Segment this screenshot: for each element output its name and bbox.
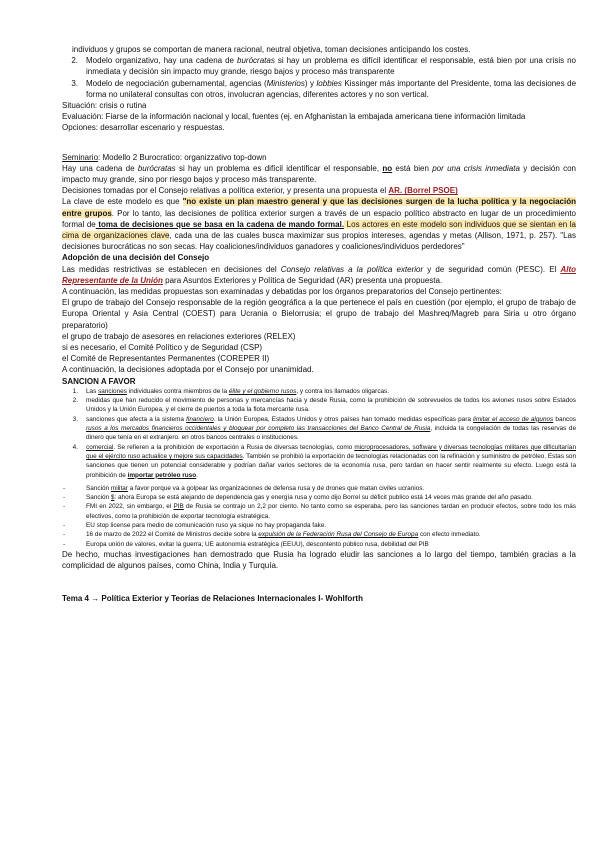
list-item: 3. sanciones que afecta a la sistema financiero. la Unión Europea, Estados Unidos y otros países han tomado medidas específicas para limitar el acceso de algunos bancos rusos a los mercados financieros occidentales y bloquear por completo las transacciones del Banco Central de Rusia, incluida la congelación de todas las reservas de dinero que tenía en el extranjero. en otros bancos centrales o instituciones. [72, 415, 576, 442]
paragraph-conclusion: De hecho, muchas investigaciones han demostrado que Rusia ha logrado eludir las sanciones a lo largo del tiempo, también gracias a la complicidad de algunos países, como China, India y Turquía. [62, 549, 576, 571]
paragraph-medidas: Las medidas restrictivas se establecen en decisiones del Consejo relativas a la política exterior y de seguridad común (PESC). El Alto Representante de la Unión para Asuntos Exteriores y Política de Seguridad (AR) presenta una propuesta. [62, 264, 576, 285]
bullet-item: - FMI en 2022, sin embargo, el PIB de Rusia se contrajo un 2,2 por ciento. No tanto como se esperaba, pero las sanciones tardan en producir efectos, sobre todo los más efectivos, como la prohibición de exportar tecnología estratégica. [63, 503, 576, 520]
adopcion-heading: Adopción de una decisión del Consejo [62, 253, 210, 263]
bullet-item: - 16 de marzo de 2022 el Comité de Ministros decide sobre la expulsión de la Federación Rusa del Consejo de Europa con efecto inmediato. [63, 531, 481, 539]
list-item: 4. comercial. Se refieren a la prohibición de exportación a Rusia de diversas tecnologías, como microprocesadores, software y diversas tecnologías militares que dificultarían que el ejército ruso actualice y mejore sus capacidades. También se prohibió la exportación de tecnologías relacionadas con la refinación y suministro de petróleo. Estas son sanciones que tienen un potencial considerable y podrían dañar varios sectores de la economía rusa, pero tardan en hacer sentir realmente su efecto. Luego está la prohibición de importar petróleo ruso. [72, 443, 576, 479]
document-page [62, 44, 576, 605]
opciones-line: Opciones: desarrollar escenario y respuestas. [62, 123, 225, 133]
paragraph-continuacion: A continuación, las medidas propuestas son examinadas y debatidas por los órganos preparatorios del Consejo pertinentes: [62, 287, 502, 297]
list-number: 2. [71, 56, 78, 66]
bullet-item: - Sanción militar a favor porque va a golpear las organizaciones de defensa rusa y de drones que matan civiles ucranios. [63, 484, 425, 492]
bullet-item: - Europa unión de valores, evitar la guerra; UE autonomía estratégica (EEUU), descontento público rusa, debilidad del PIB [63, 540, 429, 548]
seminario-section [62, 152, 576, 387]
list-item-3: 3. Modelo de negociación gubernamental, agencias (Ministerios) y lobbies Kissinger más importante del Presidente, toma las decisiones de forma no unilateral consultas con otros, involucran agencias, diferentes actores y no son vertical. [62, 78, 576, 100]
sancion-heading: SANCION A FAVOR [62, 376, 136, 386]
bullet-item: - EU stop license para medio de comunicación ruso ya sique no hay propaganda fake. [63, 522, 327, 530]
paragraph-coreper: el Comité de Representantes Permanentes (COREPER II) [62, 354, 270, 364]
list-item: 1. Las sanciones individuales contra miembros de la élite y el gobierno rusos, y contra los llamados oligarcas. [72, 387, 390, 395]
bullet-item: - Sanción $: ahora Europa se está alejando de dependencia gas y energía rusa y como dijo Borrel su déficit publico está 14 veces más grande del año pasado. [63, 494, 533, 502]
seminario-heading: Seminario: Modello 2 Burocratico: organizzativo top-down [62, 152, 267, 162]
paragraph-cadena: Hay una cadena de burócratas si hay un problema es difícil identificar el responsable, no está bien por una crisis inmediata y decisión con impacto muy grande, sino por riesgo bajos y proceso más transparente. [62, 163, 577, 185]
next-topic-heading: Tema 4 → Política Exterior y Teorías de Relaciones Internacionales I- Wohlforth [62, 594, 363, 604]
paragraph-clave: La clave de este modelo es que "no existe un plan maestro general y que las decisiones surgen de la lucha política y la negociación entre grupos. Por lo tanto, las decisiones de política exterior surgen a través de un espacio político abstracto en lugar de un procedimiento formal de toma de decisiones que se basa en la cadena de mando formal. Los actores en este modelo son individuos que se sientan en la cima de organizaciones clave, cada una de las cuales busca maximizar sus propios intereses, agendas y metas (Allison, 1971, p. 257). "Las decisiones burocráticas no son secas. Hay coaliciones/individuos ganadores y coaliciones/individuos perdedores" [62, 197, 577, 252]
paragraph-decisiones: Decisiones tomadas por el Consejo relativas a política exterior, y presenta una propuesta el AR. (Borrel PSOE) [62, 186, 458, 196]
evaluacion-line: Evaluación: Fiarse de la información nacional y local, fuentes (ej. en Afghanistan la embajada americana tiene información limitada [62, 112, 526, 122]
paragraph-csp: si es necesario, el Comité Político y de Seguridad (CSP) [62, 343, 263, 353]
paragraph-unanimidad: A continuación, la decisiones adoptada por el Consejo por unanimidad. [62, 365, 314, 375]
paragraph-grupo: El grupo de trabajo del Consejo responsable de la región geográfica a la que pertenece el país en cuestión (por ejemplo, el grupo de trabajo de Europa Oriental y Asia Central (COEST) para Ucrania o Bielorrusia; el grupo de trabajo del Mashreq/Magreb para Siria u otro órgano preparatorio) [62, 298, 576, 330]
paragraph-relex: el grupo de trabajo de asesores en relaciones exteriores (RELEX) [62, 331, 296, 341]
situacion-line: Situación: crisis o rutina [62, 101, 147, 111]
sanciones-list [62, 387, 576, 549]
list-number: 3. [71, 78, 78, 88]
list-item: 2. medidas que han reducido el movimiento de personas y mercancías hacia y desde Rusia, como la prohibición de sobrevuelos de todos los aviones rusos sobre Estados Unidos y la Unión Europea, y el cierre de puertos a toda la flota mercante rusa. [72, 397, 576, 414]
list-item-2: 2. Modelo organizativo, hay una cadena de burócratas si hay un problema es difícil identificar el responsable, está bien por una crisis no inmediata y decisión sin impacto muy grande, riesgo bajos y proceso más transparente [62, 55, 576, 77]
list-continuation: individuos y grupos se comportan de manera racional, neutral objetiva, toman decisiones anticipando los costes. [72, 45, 471, 54]
